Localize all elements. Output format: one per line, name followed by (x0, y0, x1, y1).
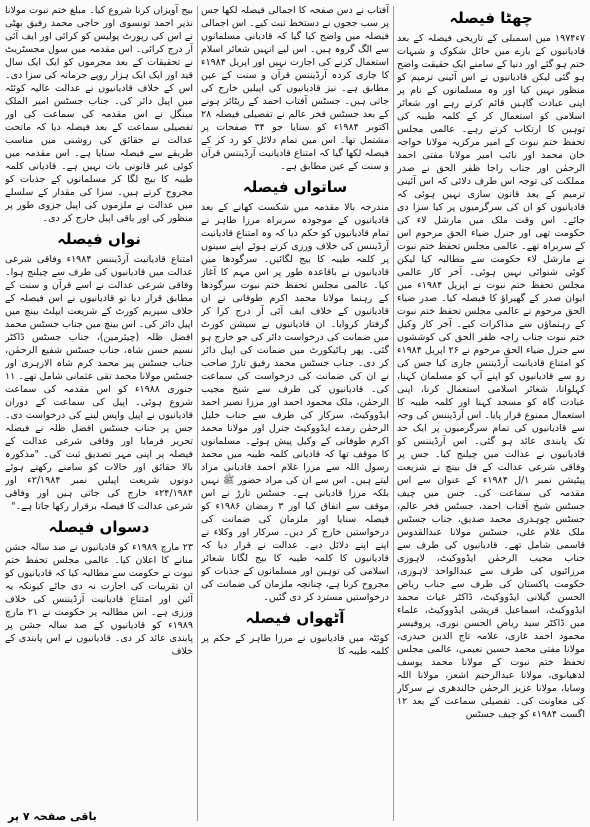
article-paragraph: مندرجہ بالا مقدمہ میں شکست کھانے کے بعد قادیانیوں کے موجودہ سربراہ مرزا طاہر نے تمام قادیانیوں کو حکم دیا کہ وہ امتناع قادیانیت آرڈیننس کی خلاف ورزی کرتے ہوئے اپنے سینوں پر کلمہ طیبہ کا بیج لگائیں۔ سرگودھا میں قادیانیوں نے باقاعدہ طور پر اس مہم کا آغاز کیا۔ عالمی مجلس تحفظ ختم نبوت سرگودھا کے رہنما مولانا محمد اکرم طوفانی نے ان قادیانیوں کے خلاف ایف آئی آر درج کرا کر گرفتار کروایا۔ ان قادیانیوں نے سیشن کورٹ میں ضمانت کی درخواست دائر کی جو خارج ہو گئی۔ پھر ہائیکورٹ میں ضمانت کی اپیل دائر کر دی۔ جناب جسٹس محمد رفیق تارڑ صاحب نے ان کی ضمانت کی درخواست کی سماعت کی۔ قادیانیوں کی طرف سے شیخ مجیب الرحمٰن، ملک محمود احمد اور مرزا نصیر احمد ایڈووکیٹ، سرکار کی طرف سے جناب خلیل الرحمٰن رمدے ایڈووکیٹ جنرل اور مولانا محمد اکرم طوفانی کے وکیل پیش ہوئے۔ مسلمانوں کا موقف تھا کہ قادیانی کلمہ طیبہ میں محمد رسول اللہ سے مرزا غلام احمد قادیانی مراد لیتے ہیں۔ اس سے ان کی مراد حضور ﷺ نہیں بلکہ مرزا قادیانی ہے۔ جسٹس تارڑ نے اس موقف سے اتفاق کیا اور ۳ رمضان ۱۹۸۶ء کو فیصلہ سنایا اور ملزمان کی ضمانت کی درخواستیں خارج کر دیں۔ سرکار اور وکلاء نے اپنے اپنے دلائل دیے۔ عدالت نے قرار دیا کہ قادیانیوں کا کلمہ طیبہ کا بیج لگانا شعائر اسلامی کی توہین اور مسلمانوں کے جذبات کو مجروح کرنا ہے، چنانچہ ملزمان کی ضمانت کی درخواستیں مسترد کر دی گئیں۔ (201, 202, 389, 603)
column-divider (393, 6, 394, 821)
section-heading-tenth-decision: دسواں فیصلہ (48, 518, 150, 536)
article-paragraph: کوئٹہ میں قادیانیوں نے مرزا طاہر کے حکم پر کلمہ طیبہ کا (201, 633, 389, 657)
middle-column (201, 4, 389, 823)
article-paragraph: ۲۳ مارچ ۱۹۸۹ء کو قادیانیوں نے صد سالہ جشن منانے کا اعلان کیا۔ عالمی مجلس تحفظ ختم نبوت نے حکومت سے مطالبہ کیا کہ قادیانیوں کو ان تقریبات کی اجازت نہ دی جائے کیونکہ یہ آئین اور امتناع قادیانیت آرڈیننس کی خلاف ورزی ہے۔ اس مطالبہ پر حکومت نے ۲۱ مارچ ۱۹۸۹ء کو قادیانیوں کے صد سالہ جشن پر پابندی عائد کر دی۔ قادیانیوں نے اس پابندی کے خلاف (5, 542, 193, 657)
column-divider (197, 6, 198, 821)
right-column (397, 4, 585, 823)
article-paragraph: ۷ء۱۹۷۴ میں اسمبلی کے تاریخی فیصلہ کے بعد قادیانیوں کے بارے میں حائل شکوک و شبہات ختم ہو گئے اور دنیا کے سامنے ایک حقیقت واضح ہو گئی لیکن قادیانیوں نے اس آئینی ترمیم کو منظور نہیں کیا اور وہ مسلمانوں کے نام پر اپنی عبادت گاہیں قائم کرتے رہے اور شعائر اسلامی کو استعمال کر کے کلمہ طیبہ کی توہین کا ارتکاب کرتے رہے۔ عالمی مجلس تحفظ ختم نبوت کے امیر مرکزیہ مولانا خواجہ خان محمد اور نائب امیر مولانا مفتی احمد الرحمٰن اور جناب راجا ظفر الحق نے صدر مملکت کی توجہ اس طرف دلائی کہ اس آئینی ترمیم کے بعد قانون سازی نہیں ہوئی کہ قادیانیوں کو ان کی سرگرمیوں پر کیا سزا دی جائے۔ اس وقت ملک میں مارشل لاء کی حکومت تھی اور جنرل ضیاء الحق مرحوم اس کے سربراہ تھے۔ عالمی مجلس تحفظ ختم نبوت نے مارشل لاء حکومت سے مطالبہ کیا لیکن کوئی شنوائی نہیں ہوئی۔ آخر کار عالمی مجلس تحفظ ختم نبوت نے اپریل ۱۹۸۴ء میں ایوان صدر کے گھیراؤ کا فیصلہ کیا۔ صدر ضیاء الحق مرحوم نے عالمی مجلس تحفظ ختم نبوت کے رہنماؤں سے مذاکرات کیے۔ آخر کار وکیل ختم نبوت جناب راجہ ظفر الحق کی کوششوں سے جنرل ضیاء الحق مرحوم نے ۲۶ اپریل ۱۹۸۴ء کو امتناع قادیانیت آرڈیننس جاری کیا جس کی رو سے قادیانیوں کو اپنے آپ کو مسلمان کہنا، کہلوانا، شعائر اسلامی استعمال کرنا، اپنی عبادت گاہ کو مسجد کہنا اور کلمہ طیبہ کا استعمال ممنوع قرار پایا۔ اس آرڈیننس کی وجہ سے قادیانیوں کی تمام سرگرمیوں پر ایک حد تک پابندی عائد ہو گئی۔ اس آرڈیننس کو قادیانیوں نے عدالت میں چیلنج کیا۔ جس پر وفاقی شرعی عدالت کے فل بینچ نے شریعت پیٹیشن نمبر ۱/ل ۱۹۸۴ء کے عنوان سے اس مقدمہ کی سماعت کی۔ جس میں چیف جسٹس شیخ آفتاب احمد، جسٹس فخر عالم، جسٹس چوہدری محمد صدیق، جناب جسٹس ملک غلام علی، جسٹس مولانا عبدالقدوس قاسمی شامل تھے۔ قادیانیوں کی طرف سے جناب مجیب الرحمٰن ایڈووکیٹ، لاہوری مرزائیوں کی طرف سے عبدالواحد لاہوری، حکومت پاکستان کی طرف سے جناب ریاض الحسن گیلانی ایڈووکیٹ، ڈاکٹر غیاث محمد ایڈووکیٹ، اسماعیل قریشی ایڈووکیٹ، علماء میں ڈاکٹر سید ریاض الحسن نوری، پروفیسر محمود احمد غازی، علامہ تاج الدین حیدری، مولانا مفتی محمد حسین نعیمی، عالمی مجلس تحفظ ختم نبوت کے مولانا محمد یوسف لدھیانوی، مولانا عبدالرحیم اشعر، مولانا اللہ وسایا، مولانا عزیز الرحمٰن جالندھری نے سرکار کی معاونت کی۔ تفصیلی سماعت کے بعد ۱۲ اگست ۱۹۸۴ء کو چیف جسٹس (397, 33, 585, 720)
left-column (5, 4, 193, 804)
section-heading-seventh-decision: ساتواں فیصلہ (242, 178, 348, 196)
section-heading-eighth-decision: آٹھواں فیصلہ (245, 609, 345, 627)
section-heading-sixth-decision: چھٹا فیصلہ (449, 9, 533, 27)
article-paragraph: بیج آویزاں کرنا شروع کیا۔ مبلغ ختم نبوت مولانا نذیر احمد تونسوی اور حاجی محمد رفیق بھٹی نے اس کی رپورٹ پولیس کو کرائی اور ایف آئی آر درج کرائی۔ اس مقدمہ میں سول مجسٹریٹ نے تحقیقات کے بعد مجرموں کو ایک ایک سال قید اور ایک ایک ہزار روپے جرمانہ کی سزا دی۔ اس کے خلاف قادیانیوں نے عدالت عالیہ کوئٹہ میں اپیل دائر کی۔ جناب جسٹس امیر الملک مینگل نے اس مقدمہ کی سماعت کی اور تفصیلی سماعت کے بعد فیصلہ دیا کہ ماتحت عدالت نے حقائق کی روشنی میں مناسب طریقے سے فیصلہ سنایا ہے۔ اس مقدمہ میں کوئی غیر قانونی بات نہیں ہے۔ قادیانی کلمہ طیبہ کا بیج لگا کر مسلمانوں کے جذبات کو مجروح کرتے ہیں۔ سزا کی مقدار کے سلسلے میں عدالت نے ملزموں کی اپیل جزوی طور پر منظور کی اور باقی اپیل خارج کر دی۔ (5, 5, 193, 224)
article-paragraph: آفتاب نے دس صفحہ کا اجمالی فیصلہ لکھا جس پر سب ججوں نے دستخط ثبت کیے۔ اس اجمالی فیصلہ میں واضح کیا گیا کہ قادیانی مسلمانوں سے الگ گروہ ہیں۔ اس لیے انہیں شعائر اسلام استعمال کرنے کی اجازت نہیں اور اپریل ۱۹۸۴ء کا جاری کردہ آرڈیننس قرآن و سنت کے عین مطابق ہے۔ نیز قادیانیوں کی اپیلیں خارج کی جاتی ہیں۔ جسٹس آفتاب احمد کے ریٹائر ہونے کے بعد جسٹس فخر عالم نے تفصیلی فیصلہ ۲۸ اکتوبر ۱۹۸۴ء کو سنایا جو ۳۴ صفحات پر مشتمل تھا۔ اس میں تمام دلائل کو رد کر کے فیصلہ لکھا گیا کہ امتناع قادیانیت آرڈیننس قرآن و سنت کے عین مطابق ہے۔ (201, 5, 389, 172)
section-heading-ninth-decision: نواں فیصلہ (57, 230, 141, 248)
article-paragraph: امتناع قادیانیت آرڈیننس ۱۹۸۴ء وفاقی شرعی عدالت میں قادیانیوں کی طرف سے چیلنج ہوا۔ وفاقی شرعی عدالت نے اسے قرآن و سنت کے مطابق قرار دیا تو قادیانیوں نے اس فیصلہ کے خلاف سپریم کورٹ کے شریعت ایپلٹ بینچ میں اپیل دائر کی۔ اس بینچ میں جناب جسٹس محمد افضل ظلہ (چیئرمین)، جناب جسٹس ڈاکٹر نسیم حسن شاہ، جناب جسٹس شفیع الرحمٰن، جناب جسٹس پیر محمد کرم شاہ الازہری اور جسٹس مولانا محمد تقی عثمانی شامل تھے۔ ۱۱ جنوری ۱۹۸۸ء کو اس مقدمہ کی سماعت شروع ہوئی۔ اپیل کی سماعت کے دوران قادیانیوں نے اپیل واپس لینے کی درخواست دی۔ جس پر جناب جسٹس افضل ظلہ نے فیصلہ تحریر فرمایا اور وفاقی شرعی عدالت کے فیصلہ پر اپنی مہر تصدیق ثبت کی۔ "مذکورہ بالا حقائق اور حالات کو سامنے رکھتے ہوئے دونوں شریعت اپیلیں نمبر ۲/۱۹۸۴ء اور ۲۴/۱۹۸۴ء خارج کی جاتی ہیں اور وفاقی شرعی عدالت کا فیصلہ برقرار رکھا جاتا ہے۔" (5, 254, 193, 512)
continued-on-page-note: باقی صفحہ ۷ پر (8, 810, 97, 823)
